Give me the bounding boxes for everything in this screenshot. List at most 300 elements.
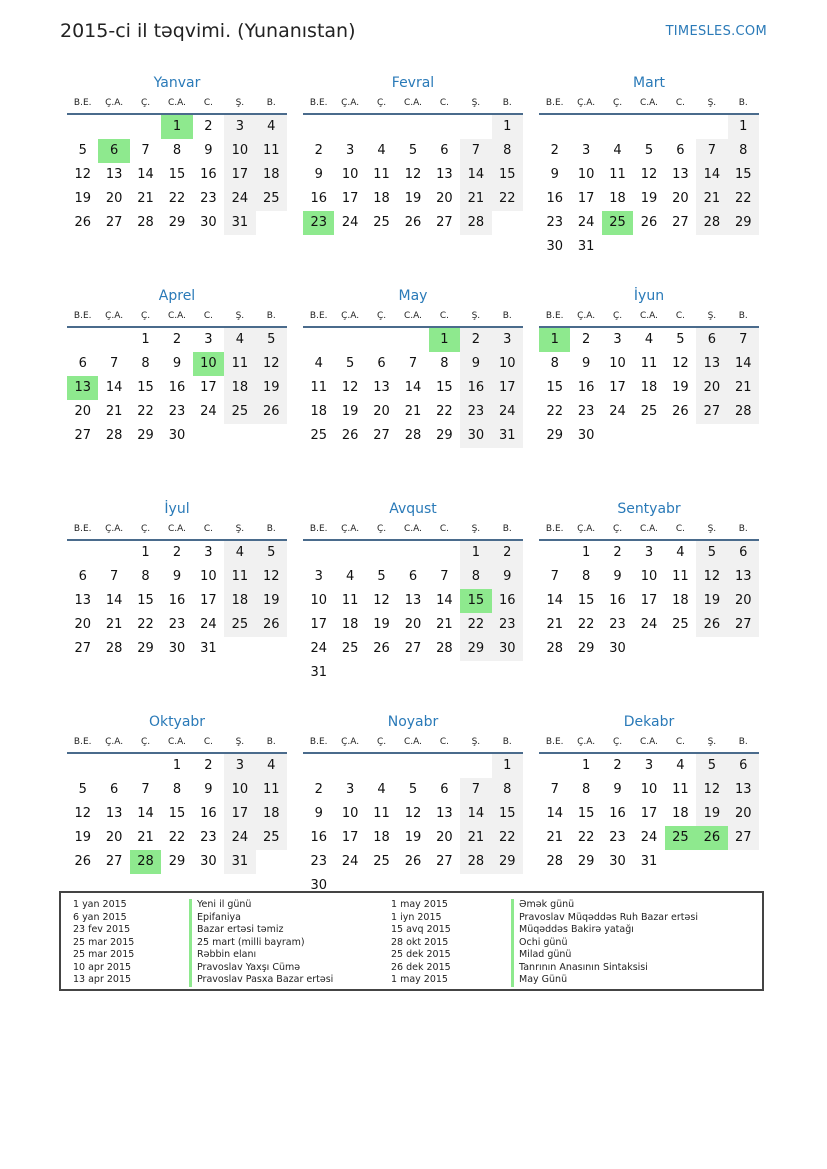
day-cell[interactable]: 3 [204,332,213,347]
day-cell[interactable]: 23 [492,613,523,637]
day-cell[interactable]: 25 [256,187,287,211]
day-cell[interactable]: 28 [105,641,123,656]
day-cell[interactable]: 7 [440,569,449,584]
day-cell[interactable]: 14 [105,380,123,395]
day-cell[interactable]: 15 [168,167,186,182]
day-cell[interactable]: 12 [256,565,287,589]
day-cell[interactable]: 27 [436,215,453,230]
day-cell[interactable]: 29 [728,211,759,235]
day-cell[interactable]: 2 [581,332,591,347]
day-cell[interactable]: 10 [200,569,217,584]
day-cell[interactable]: 30 [577,428,595,443]
day-cell[interactable]: 16 [200,806,217,821]
day-cell[interactable]: 19 [74,830,91,845]
day-cell[interactable]: 16 [168,593,186,608]
day-cell[interactable]: 31 [310,665,327,680]
day-cell[interactable]: 28 [436,641,453,656]
day-cell[interactable]: 4 [377,143,386,158]
day-cell[interactable]: 9 [172,569,182,584]
day-cell[interactable]: 22 [492,187,523,211]
day-cell[interactable]: 1 [141,332,150,347]
day-cell[interactable]: 13 [696,352,727,376]
day-cell[interactable]: 30 [168,428,186,443]
day-cell[interactable]: 7 [141,782,150,797]
day-cell[interactable]: 9 [204,143,213,158]
day-cell[interactable]: 7 [141,143,150,158]
day-cell[interactable]: 21 [728,376,759,400]
day-cell[interactable]: 6 [440,143,449,158]
day-cell[interactable]: 2 [492,541,523,565]
day-cell[interactable]: 23 [609,617,626,632]
day-cell[interactable]: 25 [640,404,658,419]
day-cell[interactable]: 8 [141,569,150,584]
day-cell[interactable]: 24 [577,215,595,230]
day-cell[interactable]: 7 [460,778,491,802]
day-cell[interactable]: 5 [676,332,685,347]
day-cell[interactable]: 18 [341,617,359,632]
day-cell[interactable]: 26 [74,854,91,869]
day-cell[interactable]: 31 [492,424,523,448]
day-cell[interactable]: 12 [696,778,727,802]
day-cell[interactable]: 11 [373,806,390,821]
day-cell[interactable]: 17 [609,380,626,395]
holiday-day-cell[interactable]: 15 [460,589,491,613]
day-cell[interactable]: 14 [546,806,563,821]
day-cell[interactable]: 9 [492,565,523,589]
day-cell[interactable]: 20 [728,802,759,826]
day-cell[interactable]: 7 [728,328,759,352]
day-cell[interactable]: 15 [492,163,523,187]
day-cell[interactable]: 8 [492,778,523,802]
day-cell[interactable]: 2 [550,143,559,158]
day-cell[interactable]: 5 [696,541,727,565]
day-cell[interactable]: 7 [696,139,727,163]
day-cell[interactable]: 9 [314,167,323,182]
day-cell[interactable]: 25 [224,400,255,424]
day-cell[interactable]: 5 [696,754,727,778]
day-cell[interactable]: 21 [137,191,154,206]
day-cell[interactable]: 27 [373,428,390,443]
day-cell[interactable]: 30 [200,854,217,869]
day-cell[interactable]: 19 [672,380,689,395]
day-cell[interactable]: 9 [550,167,559,182]
day-cell[interactable]: 15 [137,380,154,395]
day-cell[interactable]: 28 [546,641,563,656]
day-cell[interactable]: 21 [460,826,491,850]
day-cell[interactable]: 18 [672,593,689,608]
day-cell[interactable]: 10 [640,782,658,797]
day-cell[interactable]: 16 [310,191,327,206]
day-cell[interactable]: 21 [696,187,727,211]
day-cell[interactable]: 10 [341,806,359,821]
day-cell[interactable]: 27 [728,613,759,637]
day-cell[interactable]: 19 [74,191,91,206]
day-cell[interactable]: 20 [436,191,453,206]
day-cell[interactable]: 13 [436,806,453,821]
day-cell[interactable]: 20 [436,830,453,845]
day-cell[interactable]: 29 [546,428,563,443]
day-cell[interactable]: 11 [256,778,287,802]
day-cell[interactable]: 20 [105,830,123,845]
day-cell[interactable]: 6 [78,569,87,584]
day-cell[interactable]: 20 [74,617,91,632]
day-cell[interactable]: 5 [345,356,355,371]
day-cell[interactable]: 23 [200,830,217,845]
day-cell[interactable]: 10 [310,593,327,608]
day-cell[interactable]: 12 [404,806,422,821]
day-cell[interactable]: 18 [373,191,390,206]
day-cell[interactable]: 24 [224,826,255,850]
day-cell[interactable]: 6 [728,754,759,778]
day-cell[interactable]: 5 [644,143,654,158]
day-cell[interactable]: 15 [492,802,523,826]
day-cell[interactable]: 11 [640,356,658,371]
day-cell[interactable]: 12 [404,167,422,182]
day-cell[interactable]: 11 [224,352,255,376]
day-cell[interactable]: 13 [105,167,123,182]
day-cell[interactable]: 3 [644,758,654,773]
day-cell[interactable]: 2 [613,545,622,560]
day-cell[interactable]: 19 [341,404,359,419]
day-cell[interactable]: 12 [74,167,91,182]
day-cell[interactable]: 17 [200,593,217,608]
day-cell[interactable]: 26 [640,215,658,230]
day-cell[interactable]: 30 [310,878,327,893]
day-cell[interactable]: 26 [696,613,727,637]
day-cell[interactable]: 27 [672,215,689,230]
day-cell[interactable]: 4 [256,115,287,139]
day-cell[interactable]: 14 [728,352,759,376]
day-cell[interactable]: 23 [609,830,626,845]
day-cell[interactable]: 11 [672,782,689,797]
day-cell[interactable]: 26 [256,400,287,424]
day-cell[interactable]: 23 [168,617,186,632]
day-cell[interactable]: 30 [546,239,563,254]
day-cell[interactable]: 5 [78,782,87,797]
day-cell[interactable]: 7 [109,356,119,371]
day-cell[interactable]: 21 [546,617,563,632]
day-cell[interactable]: 6 [109,782,119,797]
day-cell[interactable]: 10 [609,356,626,371]
day-cell[interactable]: 2 [460,328,491,352]
day-cell[interactable]: 4 [224,541,255,565]
day-cell[interactable]: 29 [577,641,595,656]
day-cell[interactable]: 3 [613,332,622,347]
day-cell[interactable]: 27 [105,854,123,869]
day-cell[interactable]: 26 [256,613,287,637]
day-cell[interactable]: 3 [581,143,591,158]
day-cell[interactable]: 3 [644,545,654,560]
day-cell[interactable]: 15 [728,163,759,187]
holiday-day-cell[interactable]: 26 [696,826,727,850]
day-cell[interactable]: 25 [672,617,689,632]
day-cell[interactable]: 22 [168,830,186,845]
day-cell[interactable]: 24 [640,617,658,632]
day-cell[interactable]: 26 [341,428,359,443]
day-cell[interactable]: 13 [728,565,759,589]
day-cell[interactable]: 7 [550,569,559,584]
day-cell[interactable]: 9 [581,356,591,371]
day-cell[interactable]: 17 [341,191,359,206]
day-cell[interactable]: 30 [168,641,186,656]
day-cell[interactable]: 22 [577,617,595,632]
day-cell[interactable]: 16 [492,589,523,613]
day-cell[interactable]: 17 [640,806,658,821]
day-cell[interactable]: 28 [137,215,154,230]
day-cell[interactable]: 23 [577,404,595,419]
day-cell[interactable]: 8 [172,143,182,158]
day-cell[interactable]: 12 [640,167,658,182]
day-cell[interactable]: 31 [224,211,255,235]
day-cell[interactable]: 27 [74,641,91,656]
day-cell[interactable]: 16 [577,380,595,395]
day-cell[interactable]: 20 [404,617,422,632]
day-cell[interactable]: 2 [172,332,182,347]
day-cell[interactable]: 17 [310,617,327,632]
day-cell[interactable]: 30 [492,637,523,661]
day-cell[interactable]: 22 [137,404,154,419]
day-cell[interactable]: 17 [224,163,255,187]
day-cell[interactable]: 27 [728,826,759,850]
day-cell[interactable]: 9 [613,569,622,584]
day-cell[interactable]: 4 [314,356,323,371]
day-cell[interactable]: 25 [256,826,287,850]
day-cell[interactable]: 16 [310,830,327,845]
day-cell[interactable]: 20 [728,589,759,613]
day-cell[interactable]: 16 [609,806,626,821]
day-cell[interactable]: 24 [200,404,217,419]
day-cell[interactable]: 9 [204,782,213,797]
day-cell[interactable]: 8 [460,565,491,589]
day-cell[interactable]: 16 [460,376,491,400]
day-cell[interactable]: 4 [256,754,287,778]
day-cell[interactable]: 27 [436,854,453,869]
day-cell[interactable]: 1 [172,758,182,773]
day-cell[interactable]: 31 [577,239,595,254]
day-cell[interactable]: 4 [377,782,386,797]
day-cell[interactable]: 28 [460,850,491,874]
day-cell[interactable]: 28 [696,211,727,235]
day-cell[interactable]: 31 [640,854,658,869]
day-cell[interactable]: 25 [224,613,255,637]
day-cell[interactable]: 10 [224,778,255,802]
day-cell[interactable]: 18 [609,191,626,206]
holiday-day-cell[interactable]: 13 [67,376,98,400]
day-cell[interactable]: 14 [546,593,563,608]
day-cell[interactable]: 7 [109,569,119,584]
day-cell[interactable]: 17 [341,830,359,845]
day-cell[interactable]: 5 [256,328,287,352]
day-cell[interactable]: 1 [581,758,591,773]
day-cell[interactable]: 4 [676,758,685,773]
day-cell[interactable]: 6 [728,541,759,565]
day-cell[interactable]: 2 [204,758,213,773]
day-cell[interactable]: 3 [224,754,255,778]
day-cell[interactable]: 18 [672,806,689,821]
day-cell[interactable]: 17 [577,191,595,206]
day-cell[interactable]: 2 [204,119,213,134]
day-cell[interactable]: 1 [492,115,523,139]
day-cell[interactable]: 28 [105,428,123,443]
day-cell[interactable]: 22 [137,617,154,632]
day-cell[interactable]: 27 [74,428,91,443]
day-cell[interactable]: 19 [373,617,390,632]
day-cell[interactable]: 29 [168,215,186,230]
day-cell[interactable]: 24 [492,400,523,424]
day-cell[interactable]: 25 [373,854,390,869]
day-cell[interactable]: 15 [577,806,595,821]
day-cell[interactable]: 9 [460,352,491,376]
day-cell[interactable]: 5 [408,782,418,797]
day-cell[interactable]: 6 [440,782,449,797]
day-cell[interactable]: 4 [224,328,255,352]
day-cell[interactable]: 20 [105,191,123,206]
day-cell[interactable]: 5 [377,569,386,584]
day-cell[interactable]: 7 [550,782,559,797]
day-cell[interactable]: 24 [224,187,255,211]
day-cell[interactable]: 9 [314,806,323,821]
brand-link[interactable]: TIMESLES.COM [665,24,767,39]
day-cell[interactable]: 14 [460,163,491,187]
day-cell[interactable]: 8 [550,356,559,371]
day-cell[interactable]: 13 [436,167,453,182]
day-cell[interactable]: 17 [492,376,523,400]
day-cell[interactable]: 15 [137,593,154,608]
day-cell[interactable]: 13 [728,778,759,802]
day-cell[interactable]: 19 [696,589,727,613]
day-cell[interactable]: 15 [577,593,595,608]
day-cell[interactable]: 22 [546,404,563,419]
day-cell[interactable]: 29 [460,637,491,661]
day-cell[interactable]: 6 [696,328,727,352]
day-cell[interactable]: 3 [314,569,323,584]
day-cell[interactable]: 8 [728,139,759,163]
holiday-day-cell[interactable]: 25 [665,826,696,850]
day-cell[interactable]: 15 [436,380,453,395]
day-cell[interactable]: 24 [341,854,359,869]
day-cell[interactable]: 12 [373,593,390,608]
day-cell[interactable]: 19 [404,830,422,845]
day-cell[interactable]: 1 [581,545,591,560]
day-cell[interactable]: 18 [310,404,327,419]
day-cell[interactable]: 13 [105,806,123,821]
day-cell[interactable]: 16 [609,593,626,608]
day-cell[interactable]: 19 [256,589,287,613]
day-cell[interactable]: 26 [404,854,422,869]
day-cell[interactable]: 21 [460,187,491,211]
day-cell[interactable]: 24 [640,830,658,845]
day-cell[interactable]: 31 [224,850,255,874]
day-cell[interactable]: 28 [404,428,422,443]
day-cell[interactable]: 10 [341,167,359,182]
day-cell[interactable]: 23 [460,400,491,424]
day-cell[interactable]: 3 [492,328,523,352]
day-cell[interactable]: 28 [546,854,563,869]
day-cell[interactable]: 22 [492,826,523,850]
day-cell[interactable]: 10 [577,167,595,182]
day-cell[interactable]: 22 [728,187,759,211]
day-cell[interactable]: 18 [224,589,255,613]
day-cell[interactable]: 26 [672,404,689,419]
day-cell[interactable]: 8 [581,569,591,584]
day-cell[interactable]: 29 [436,428,453,443]
holiday-day-cell[interactable]: 1 [429,328,460,352]
day-cell[interactable]: 14 [436,593,453,608]
day-cell[interactable]: 7 [460,139,491,163]
day-cell[interactable]: 20 [373,404,390,419]
day-cell[interactable]: 4 [613,143,622,158]
day-cell[interactable]: 23 [310,854,327,869]
day-cell[interactable]: 4 [345,569,355,584]
day-cell[interactable]: 16 [546,191,563,206]
day-cell[interactable]: 6 [377,356,386,371]
day-cell[interactable]: 11 [373,167,390,182]
day-cell[interactable]: 7 [408,356,418,371]
day-cell[interactable]: 20 [696,376,727,400]
day-cell[interactable]: 22 [436,404,453,419]
day-cell[interactable]: 16 [168,380,186,395]
day-cell[interactable]: 21 [105,404,123,419]
holiday-day-cell[interactable]: 28 [130,850,161,874]
day-cell[interactable]: 6 [78,356,87,371]
day-cell[interactable]: 29 [168,854,186,869]
day-cell[interactable]: 12 [696,565,727,589]
day-cell[interactable]: 26 [373,641,390,656]
day-cell[interactable]: 27 [696,400,727,424]
day-cell[interactable]: 3 [345,143,355,158]
day-cell[interactable]: 4 [676,545,685,560]
day-cell[interactable]: 5 [408,143,418,158]
day-cell[interactable]: 28 [728,400,759,424]
day-cell[interactable]: 18 [640,380,658,395]
day-cell[interactable]: 8 [172,782,182,797]
day-cell[interactable]: 26 [404,215,422,230]
day-cell[interactable]: 21 [546,830,563,845]
holiday-day-cell[interactable]: 6 [98,139,129,163]
holiday-day-cell[interactable]: 23 [303,211,334,235]
day-cell[interactable]: 19 [696,802,727,826]
day-cell[interactable]: 28 [460,211,491,235]
day-cell[interactable]: 19 [404,191,422,206]
day-cell[interactable]: 18 [256,802,287,826]
day-cell[interactable]: 30 [460,424,491,448]
day-cell[interactable]: 24 [609,404,626,419]
day-cell[interactable]: 9 [172,356,182,371]
day-cell[interactable]: 22 [577,830,595,845]
day-cell[interactable]: 2 [172,545,182,560]
day-cell[interactable]: 21 [137,830,154,845]
day-cell[interactable]: 18 [373,830,390,845]
day-cell[interactable]: 30 [609,641,626,656]
day-cell[interactable]: 20 [672,191,689,206]
day-cell[interactable]: 3 [224,115,255,139]
day-cell[interactable]: 25 [310,428,327,443]
day-cell[interactable]: 5 [78,143,87,158]
day-cell[interactable]: 15 [546,380,563,395]
day-cell[interactable]: 17 [200,380,217,395]
day-cell[interactable]: 27 [105,215,123,230]
day-cell[interactable]: 30 [609,854,626,869]
day-cell[interactable]: 18 [224,376,255,400]
day-cell[interactable]: 6 [408,569,418,584]
day-cell[interactable]: 11 [224,565,255,589]
day-cell[interactable]: 1 [141,545,150,560]
day-cell[interactable]: 9 [613,782,622,797]
day-cell[interactable]: 3 [345,782,355,797]
day-cell[interactable]: 10 [640,569,658,584]
day-cell[interactable]: 27 [404,641,422,656]
day-cell[interactable]: 2 [314,782,323,797]
